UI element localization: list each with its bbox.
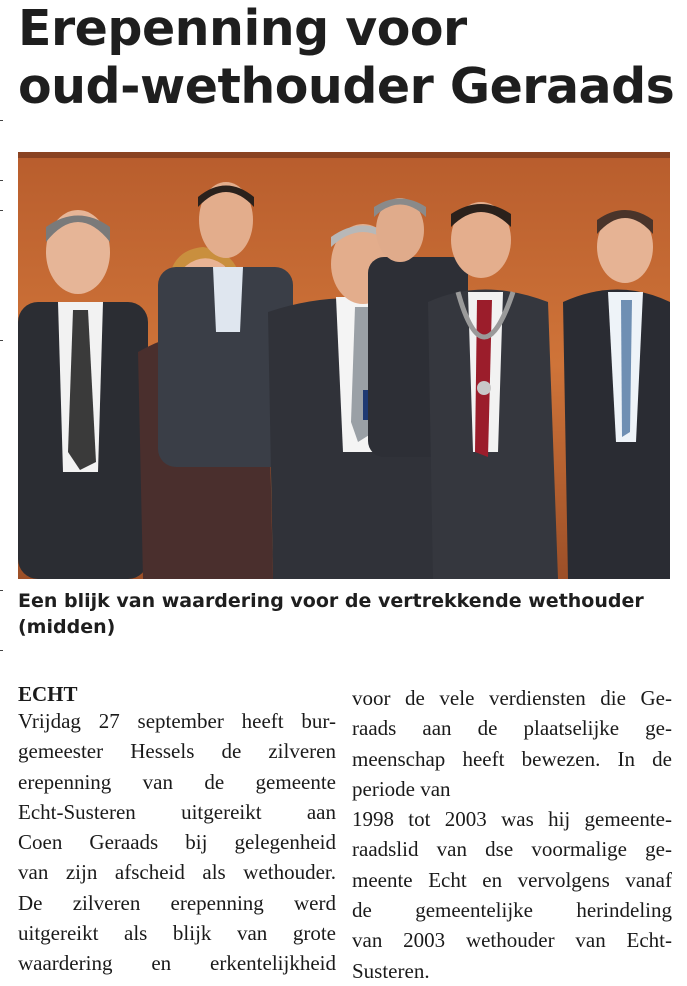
body-line: Vrijdag 27 september heeft bur- (18, 709, 336, 733)
body-line: raads aan de plaatselijke ge- (352, 716, 672, 741)
body-line: de gemeentelijke herindeling (352, 898, 672, 923)
body-line: raadslid van dse voormalige ge- (352, 837, 672, 862)
article-dateline: ECHT (18, 682, 78, 706)
body-line: voor de vele verdiensten die Ge- (352, 686, 672, 710)
margin-tick (0, 120, 3, 121)
margin-tick (0, 590, 3, 591)
group-photo-illustration (18, 152, 670, 579)
body-line: meente Echt en vervolgens vanaf (352, 867, 672, 892)
body-line: van 2003 wethouder van Echt- (352, 928, 672, 953)
margin-tick (0, 650, 3, 651)
body-line: gemeester Hessels de zilveren (18, 739, 336, 764)
article-headline (18, 0, 678, 116)
headline-line-1: Erepenning voor (18, 0, 467, 57)
body-line: Echt-Susteren uitgereikt aan (18, 799, 336, 824)
body-line: meenschap heeft bewezen. In de (352, 746, 672, 771)
margin-tick (0, 340, 3, 341)
article-column-2 (352, 683, 672, 986)
article-column-1 (18, 706, 336, 979)
photo-caption (18, 588, 678, 640)
body-line: Susteren. (352, 958, 430, 983)
body-line: Coen Geraads bij gelegenheid (18, 830, 336, 855)
margin-tick (0, 210, 3, 211)
margin-tick (0, 180, 3, 181)
body-line: van zijn afscheid als wethouder. (18, 860, 336, 885)
body-line: waardering en erkentelijkheid (18, 951, 336, 976)
headline-line-2: oud-wethouder Geraads (18, 58, 675, 115)
caption-line-2: (midden) (18, 616, 116, 638)
body-line: periode van (352, 776, 451, 801)
body-line: De zilveren erepenning werd (18, 890, 336, 915)
article-photo (18, 152, 670, 579)
caption-line-1: Een blijk van waardering voor de vertrekkende wethouder (18, 590, 644, 612)
body-line: erepenning van de gemeente (18, 769, 336, 794)
body-line: 1998 tot 2003 was hij gemeente- (352, 807, 672, 832)
body-line: uitgereikt als blijk van grote (18, 921, 336, 946)
